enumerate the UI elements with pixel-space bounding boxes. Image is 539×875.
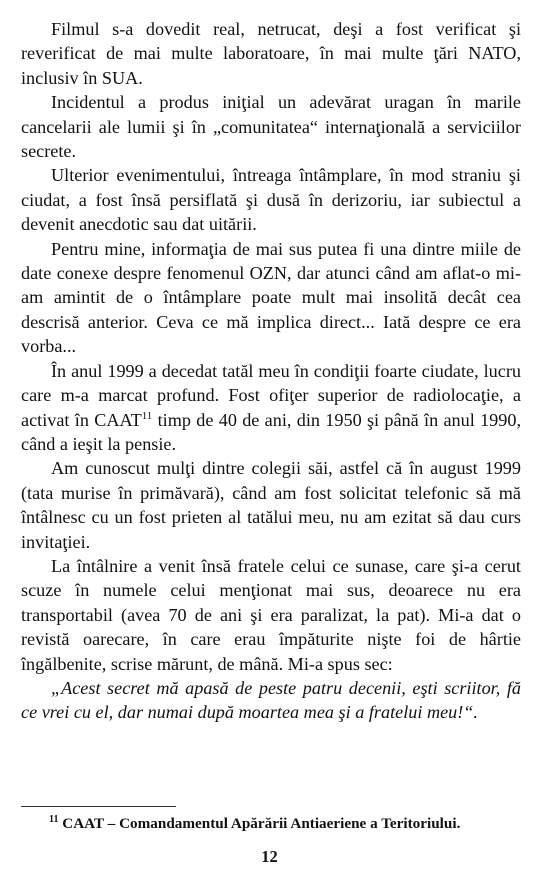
body-text	[21, 17, 521, 725]
footnote	[49, 814, 519, 834]
italic-quote: „Acest secret mă apasă de peste patru decenii, eşti scriitor, fă ce vrei cu el, dar numai după moartea mea şi a fratelui meu!“.	[21, 677, 521, 723]
paragraph-father-death-start: În anul 1999 a decedat tatăl meu în condiţii foarte ciudate, lucru care m-a marcat profund. Fost ofiţer superior de radiolocaţie, a activat în CAAT	[21, 360, 521, 430]
footnote-reference-11: 11	[141, 409, 153, 422]
footnote-divider	[21, 806, 176, 807]
paragraph-meeting: La întâlnire a venit însă fratele celui ce sunase, care şi-a cerut scuze în numele celui menţionat mai sus, deoarece nu era transportabil (avea 70 de ani şi era paralizat, la pat). Mi-a dat o revistă oarecare, în care erau împăturite nişte foi de hârtie îngălbenite, scrise mărunt, de mână. Mi-a spus sec:	[21, 555, 521, 674]
paragraph-father-death	[21, 359, 521, 457]
paragraph-film-verified: Filmul s-a dovedit real, netrucat, deşi a fost verificat şi reverificat de mai multe laboratoare, în mai multe ţări NATO, inclusiv în SUA.	[21, 19, 521, 88]
footnote-text: CAAT – Comandamentul Apărării Antiaeriene a Teritoriului.	[58, 815, 461, 832]
paragraph-colleagues: Am cunoscut mulţi dintre colegii săi, astfel că în august 1999 (tata murise în primăvară), când am fost solicitat telefonic să mă întâlnesc cu un fost prieten al tatălui meu, nu am ezitat să dau curs invitaţiei.	[21, 458, 521, 552]
footnote-number: 11	[49, 813, 59, 825]
paragraph-incident-impact: Incidentul a produs iniţial un adevărat uragan în marile cancelarii ale lumii şi în „comunitatea“ internaţională a serviciilor secrete.	[21, 92, 521, 162]
paragraph-father-death-end: timp de 40 de ani, din 1950 şi până în anul 1990, când a ieşit la pensie.	[21, 409, 522, 454]
paragraph-later-ridiculed: Ulterior evenimentului, întreaga întâmplare, în mod straniu şi ciudat, a fost însă persiflată şi dusă în derizoriu, iar subiectul a devenit anecdotic sau dat uitării.	[21, 165, 521, 235]
paragraph-personal-memory: Pentru mine, informaţia de mai sus putea fi una dintre miile de date conexe despre fenomenul OZN, dar atunci când am aflat-o mi-am amintit de o întâmplare poate mult mai insolită decât cea descrisă anterior. Ceva ce mă implica direct... Iată despre ce era vorba...	[21, 238, 521, 357]
page-number: 12	[261, 847, 278, 866]
